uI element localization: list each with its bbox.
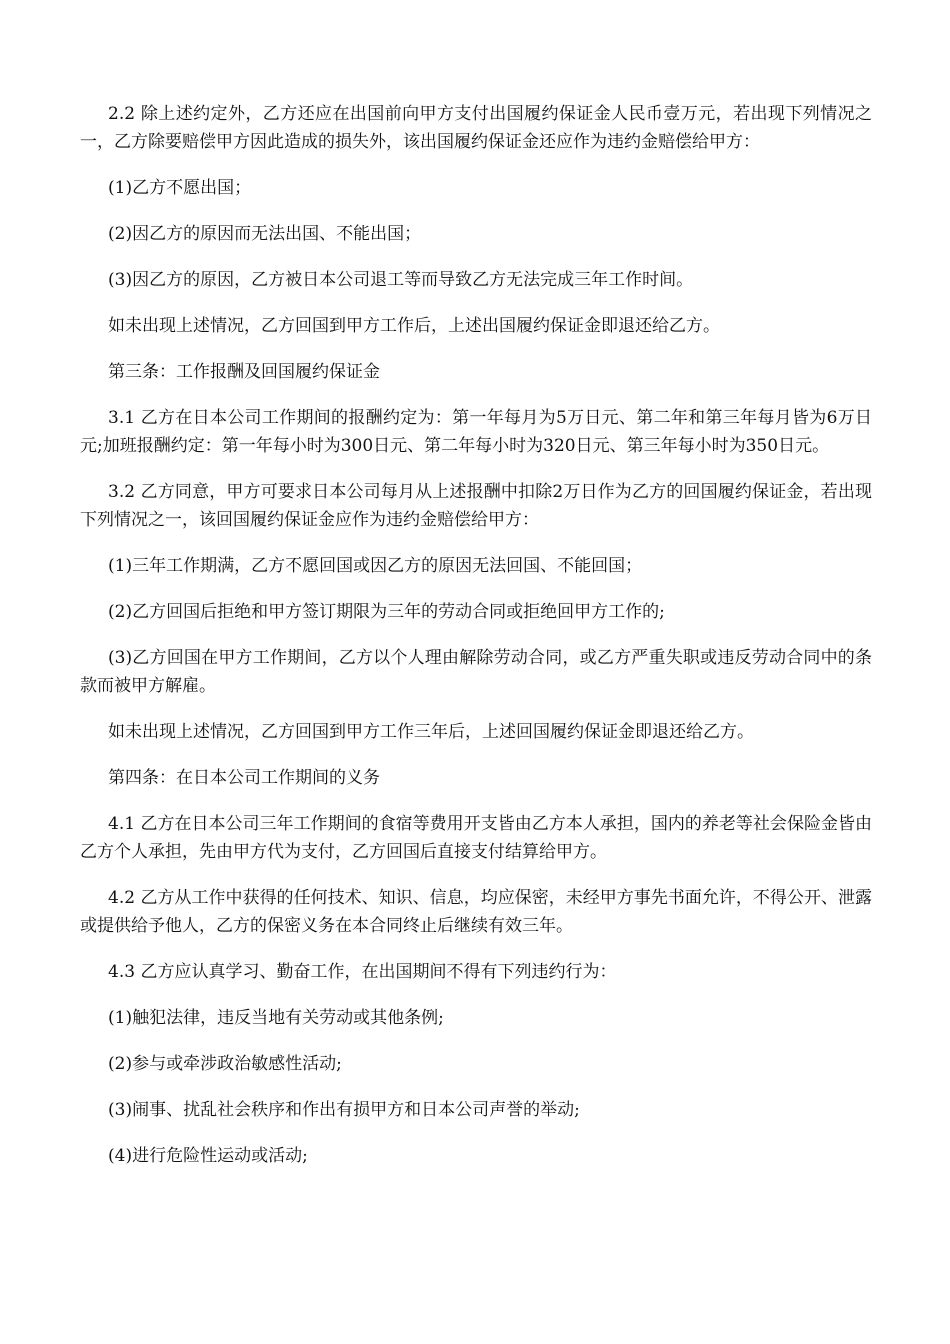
document-body xyxy=(80,100,872,1188)
clause-2-2-item-1: (1)乙方不愿出国； xyxy=(108,178,252,198)
clause-4-3-item-3: (3)闹事、扰乱社会秩序和作出有损甲方和日本公司声誉的举动; xyxy=(108,1100,580,1120)
clause-2-2-item-3: (3)因乙方的原因，乙方被日本公司退工等而导致乙方无法完成三年工作时间。 xyxy=(108,270,694,290)
clause-4-1: 4.1 乙方在日本公司三年工作期间的食宿等费用开支皆由乙方本人承担，国内的养老等社会保险金皆由乙方个人承担，先由甲方代为支付，乙方回国后直接支付结算给甲方。 xyxy=(80,814,872,862)
clause-4-2: 4.2 乙方从工作中获得的任何技术、知识、信息，均应保密，未经甲方事先书面允许，不得公开、泄露或提供给予他人，乙方的保密义务在本合同终止后继续有效三年。 xyxy=(80,888,872,936)
clause-4-3-item-4: (4)进行危险性运动或活动; xyxy=(108,1146,308,1166)
clause-4-3-item-2: (2)参与或牵涉政治敏感性活动; xyxy=(108,1054,342,1074)
clause-3-2: 3.2 乙方同意，甲方可要求日本公司每月从上述报酬中扣除2万日作为乙方的回国履约保证金，若出现下列情况之一，该回国履约保证金应作为违约金赔偿给甲方： xyxy=(80,482,872,530)
article-3-heading: 第三条：工作报酬及回国履约保证金 xyxy=(108,362,380,382)
clause-4-3-item-1: (1)触犯法律，违反当地有关劳动或其他条例; xyxy=(108,1008,444,1028)
clause-3-2-refund: 如未出现上述情况，乙方回国到甲方工作三年后，上述回国履约保证金即退还给乙方。 xyxy=(108,722,754,742)
clause-4-3: 4.3 乙方应认真学习、勤奋工作，在出国期间不得有下列违约行为： xyxy=(108,962,617,982)
article-4-heading: 第四条：在日本公司工作期间的义务 xyxy=(108,768,380,788)
clause-3-2-item-2: (2)乙方回国后拒绝和甲方签订期限为三年的劳动合同或拒绝回甲方工作的; xyxy=(108,602,665,622)
clause-2-2: 2.2 除上述约定外，乙方还应在出国前向甲方支付出国履约保证金人民币壹万元，若出现下列情况之一，乙方除要赔偿甲方因此造成的损失外，该出国履约保证金还应作为违约金赔偿给甲方： xyxy=(80,104,873,152)
clause-2-2-refund: 如未出现上述情况，乙方回国到甲方工作后，上述出国履约保证金即退还给乙方。 xyxy=(108,316,720,336)
clause-3-1: 3.1 乙方在日本公司工作期间的报酬约定为：第一年每月为5万日元、第二年和第三年每月皆为6万日元;加班报酬约定：第一年每小时为300日元、第二年每小时为320日元、第三年每小时为350日元。 xyxy=(80,408,872,456)
clause-3-2-item-1: (1)三年工作期满，乙方不愿回国或因乙方的原因无法回国、不能回国； xyxy=(108,556,643,576)
clause-2-2-item-2: (2)因乙方的原因而无法出国、不能出国； xyxy=(108,224,422,244)
clause-3-2-item-3: (3)乙方回国在甲方工作期间，乙方以个人理由解除劳动合同，或乙方严重失职或违反劳动合同中的条款而被甲方解雇。 xyxy=(80,648,872,696)
